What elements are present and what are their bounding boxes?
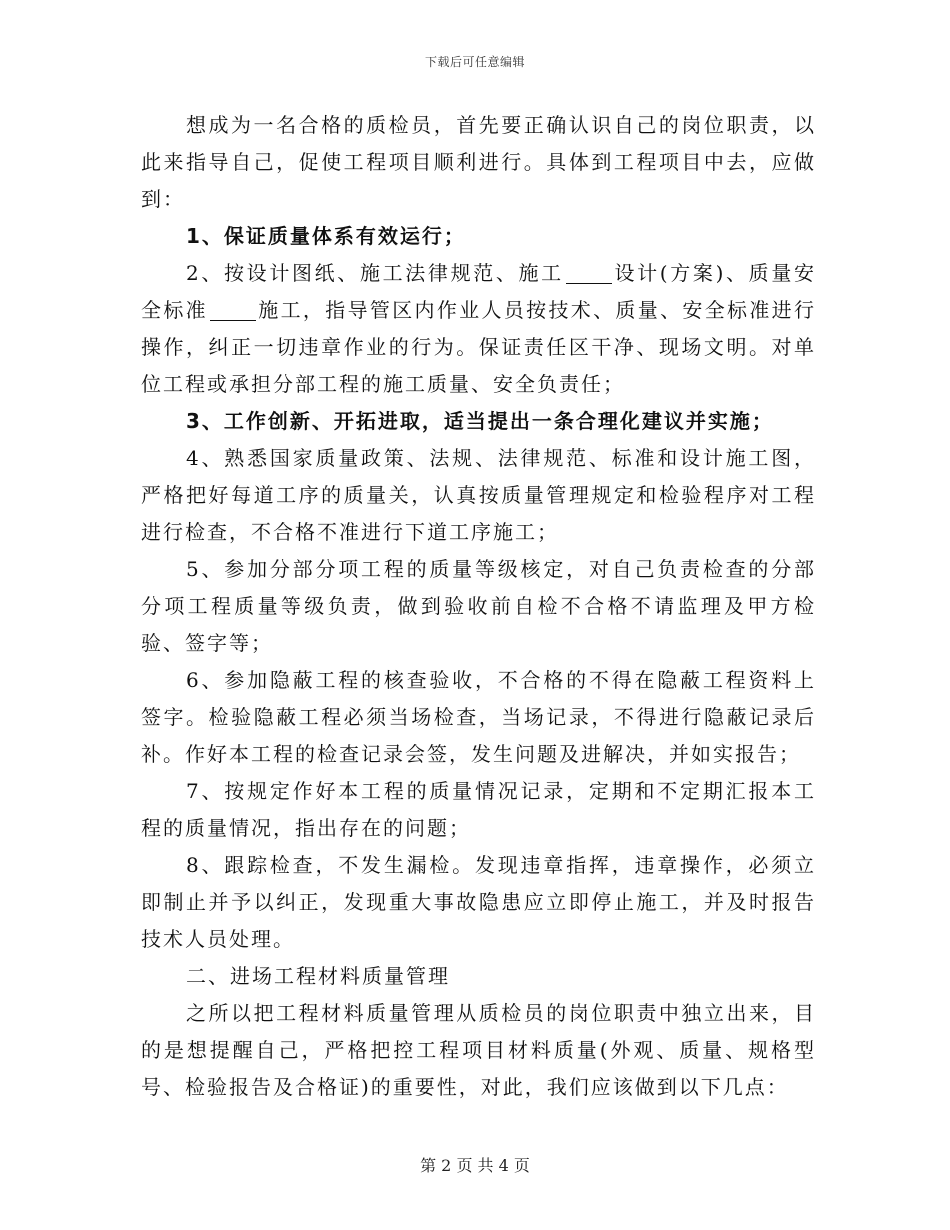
page-footer: 第 2 页 共 4 页 <box>420 1156 530 1175</box>
blank-underline <box>566 263 612 284</box>
duty-item-3: 3、工作创新、开拓进取，适当提出一条合理化建议并实施； <box>186 409 774 433</box>
document-body <box>141 107 816 1106</box>
duty-item-2-part-a: 2、按设计图纸、施工法律规范、施工 <box>186 261 564 285</box>
duty-item-8: 8、跟踪检查，不发生漏检。发现违章指挥，违章操作，必须立即制止并予以纠正，发现重大事故隐患应立即停止施工，并及时报告技术人员处理。 <box>141 853 816 951</box>
duty-item-2 <box>141 255 816 403</box>
page-header: 下载后可任意编辑 <box>424 55 525 69</box>
duty-item-2-part-b: 设计(方案)、质量安全标准 <box>141 261 816 322</box>
duty-item-7: 7、按规定作好本工程的质量情况记录，定期和不定期汇报本工程的质量情况，指出存在的问题； <box>141 779 816 840</box>
materials-paragraph: 之所以把工程材料质量管理从质检员的岗位职责中独立出来，目的是想提醒自己，严格把控工程项目材料质量(外观、质量、规格型号、检验报告及合格证)的重要性，对此，我们应该做到以下几点： <box>141 1001 816 1099</box>
duty-item-4: 4、熟悉国家质量政策、法规、法律规范、标准和设计施工图，严格把好每道工序的质量关，认真按质量管理规定和检验程序对工程进行检查，不合格不准进行下道工序施工； <box>141 446 816 544</box>
duty-item-6: 6、参加隐蔽工程的核查验收，不合格的不得在隐蔽工程资料上签字。检验隐蔽工程必须当场检查，当场记录，不得进行隐蔽记录后补。作好本工程的检查记录会签，发生问题及进解决，并如实报告； <box>141 668 816 766</box>
section-heading-materials: 二、进场工程材料质量管理 <box>186 964 450 988</box>
duty-item-2-part-c: 施工，指导管区内作业人员按技术、质量、安全标准进行操作，纠正一切违章作业的行为。保证责任区干净、现场文明。对单位工程或承担分部工程的施工质量、安全负责任； <box>141 298 817 396</box>
intro-paragraph: 想成为一名合格的质检员，首先要正确认识自己的岗位职责，以此来指导自己，促使工程项目顺利进行。具体到工程项目中去，应做到： <box>141 113 816 211</box>
duty-item-1: 1、保证质量体系有效运行； <box>186 224 466 248</box>
blank-underline <box>210 300 256 321</box>
duty-item-5: 5、参加分部分项工程的质量等级核定，对自己负责检查的分部分项工程质量等级负责，做到验收前自检不合格不请监理及甲方检验、签字等； <box>141 557 816 655</box>
